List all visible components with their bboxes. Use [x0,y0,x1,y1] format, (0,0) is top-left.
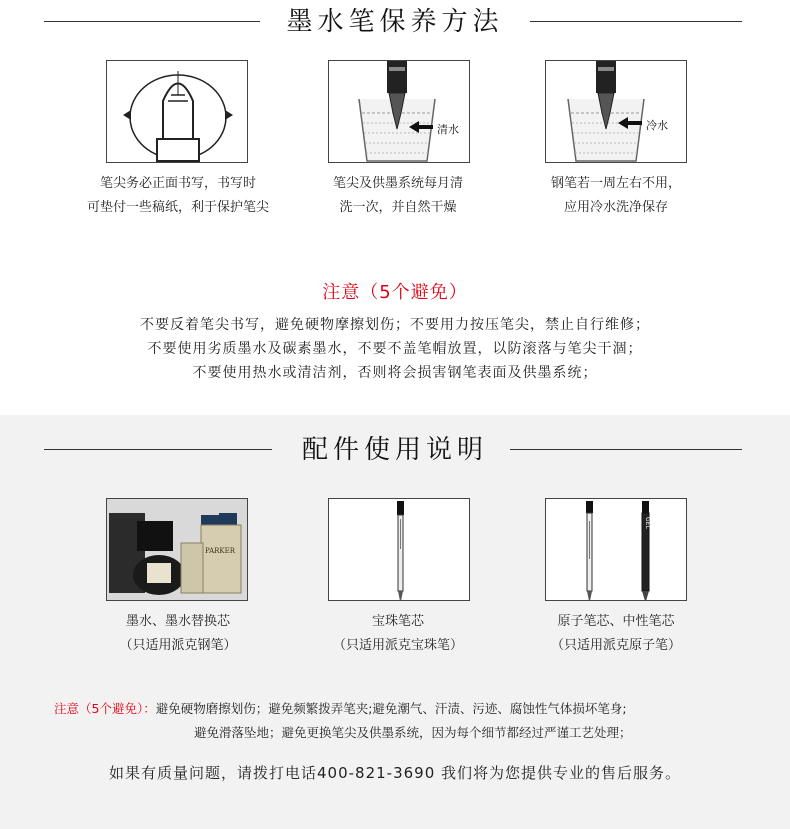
accessory-caption-2: 宝珠笔芯 （只适用派克宝珠笔） [332,614,463,653]
care-card-nib-direction [106,60,248,163]
cup-cold-water-illustration [546,61,687,163]
ballpoint-gel-refill-illustration [546,499,687,601]
accessory-card-ballpoint-gel-refill [545,498,687,601]
care-title: 墨水笔保养方法 [286,7,504,37]
accessory-caption-1: 墨水、墨水替换芯 （只适用派克钢笔） [119,614,237,653]
accessories-heading [0,430,790,470]
rollerball-refill-illustration [329,499,470,601]
bottom-notice-line-1: 注意（5个避免）：避免硬物磨擦划伤；避免频繁拨弄笔夹;避免潮气、汗渍、污迹、腐蚀性气体损坏笔身; [54,701,627,716]
care-caption-1: 笔尖务必正面书写，书写时 可垫付一些稿纸，利于保护笔尖 [86,176,269,215]
accessory-card-ink [106,498,248,601]
arrow-right-icon [225,110,233,120]
notice-line-3: 不要使用热水或清洁剂，否则将会损害钢笔表面及供墨系统； [192,365,598,381]
cold-water-label: 冷水 [646,119,668,132]
care-caption-3: 钢笔若一周左右不用， 应用冷水洗净保存 [550,176,681,215]
care-caption-2: 笔尖及供墨系统每月清 洗一次，并自然干燥 [332,176,463,215]
ink-brand-label: PARKER [205,547,236,555]
accessory-card-rollerball-refill [328,498,470,601]
arrow-left-icon [123,110,131,120]
accessory-caption-3: 原子笔芯、中性笔芯 （只适用派克原子笔） [550,614,681,653]
care-heading [0,2,790,42]
cup-clean-water-illustration [329,61,470,163]
gel-label: GEL [644,517,651,529]
care-card-cold-water [545,60,687,163]
notice-line-1: 不要反着笔尖书写，避免硬物摩擦划伤；不要用力按压笔尖，禁止自行维修； [140,317,650,333]
bottom-notice-label: 注意（5个避免）： [54,701,156,716]
contact-info: 如果有质量问题，请拨打电话400-821-3690 我们将为您提供专业的售后服务。 [108,764,682,782]
accessories-title: 配件使用说明 [301,435,488,465]
notice-line-2: 不要使用劣质墨水及碳素墨水，不要不盖笔帽放置，以防滚落与笔尖干涸； [147,341,643,357]
nib-direction-illustration [107,61,248,163]
clean-water-label: 清水 [437,123,459,136]
bottom-notice-line-2: 避免滑落坠地；避免更换笔尖及供墨系统，因为每个细节都经过严谨工艺处理； [194,725,632,740]
notice-title: 注意（5个避免） [322,282,468,303]
care-card-clean-water [328,60,470,163]
